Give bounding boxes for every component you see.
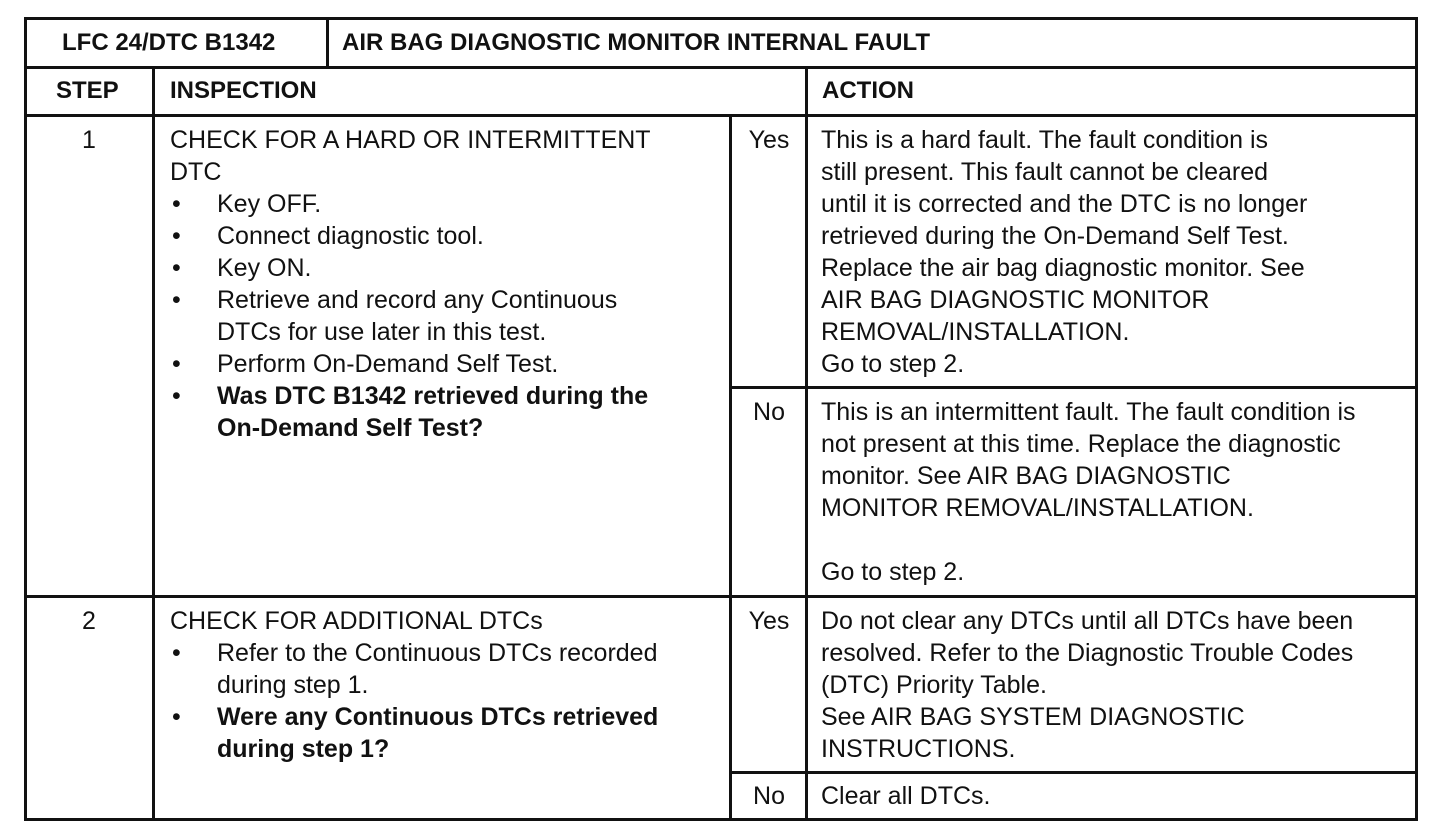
inspection-bullet-line: Key ON.	[217, 254, 312, 282]
action-line: until it is corrected and the DTC is no longer	[821, 190, 1308, 218]
inspection-bullet-line: Retrieve and record any Continuous	[217, 286, 618, 314]
inspection-bullet-line: during step 1.	[217, 671, 369, 699]
step-column-divider	[152, 66, 155, 821]
bullet-dot: •	[172, 286, 181, 314]
bullet-dot: •	[172, 222, 181, 250]
bullet-dot: •	[172, 350, 181, 378]
step-number: 1	[82, 126, 96, 154]
fault-title: AIR BAG DIAGNOSTIC MONITOR INTERNAL FAULT	[342, 29, 930, 56]
action-line: still present. This fault cannot be cleared	[821, 158, 1269, 186]
bullet-dot: •	[172, 639, 181, 667]
step-number: 2	[82, 607, 96, 635]
answer-column-divider	[729, 114, 732, 821]
action-line: See AIR BAG SYSTEM DIAGNOSTIC	[821, 703, 1245, 731]
header-row-bottom	[24, 114, 1418, 117]
bullet-dot: •	[172, 254, 181, 282]
action-line: (DTC) Priority Table.	[821, 671, 1047, 699]
title-divider	[326, 17, 329, 67]
action-line: This is a hard fault. The fault condition is	[821, 126, 1268, 154]
fault-code: LFC 24/DTC B1342	[62, 29, 276, 56]
answer-no-label: No	[753, 398, 785, 426]
answer-yes-label: Yes	[748, 126, 790, 154]
inspection-bullet-line: Refer to the Continuous DTCs recorded	[217, 639, 658, 667]
inspection-heading-line: CHECK FOR A HARD OR INTERMITTENT	[170, 126, 651, 154]
action-line: MONITOR REMOVAL/INSTALLATION.	[821, 494, 1254, 522]
action-line: monitor. See AIR BAG DIAGNOSTIC	[821, 462, 1231, 490]
inspection-question-line: during step 1?	[217, 735, 390, 763]
action-line: INSTRUCTIONS.	[821, 735, 1016, 763]
step-divider	[24, 595, 1418, 598]
action-line: not present at this time. Replace the diagnostic	[821, 430, 1341, 458]
inspection-heading-line: CHECK FOR ADDITIONAL DTCs	[170, 607, 543, 635]
action-line: AIR BAG DIAGNOSTIC MONITOR	[821, 286, 1210, 314]
inspection-bullet-line: DTCs for use later in this test.	[217, 318, 547, 346]
action-line: Go to step 2.	[821, 350, 965, 378]
bullet-dot: •	[172, 703, 181, 731]
inspection-question-line: On-Demand Self Test?	[217, 414, 484, 442]
action-column-header: ACTION	[822, 77, 914, 104]
action-line: resolved. Refer to the Diagnostic Trouble Codes	[821, 639, 1354, 667]
action-line: Clear all DTCs.	[821, 782, 991, 810]
bullet-dot: •	[172, 190, 181, 218]
step-column-header: STEP	[56, 77, 119, 104]
inspection-heading-line: DTC	[170, 158, 222, 186]
inspection-bullet-line: Connect diagnostic tool.	[217, 222, 484, 250]
action-line: Do not clear any DTCs until all DTCs have been	[821, 607, 1354, 635]
answer-yes-label: Yes	[748, 607, 790, 635]
action-line: Replace the air bag diagnostic monitor. See	[821, 254, 1305, 282]
action-line: This is an intermittent fault. The fault condition is	[821, 398, 1356, 426]
inspection-question-line: Was DTC B1342 retrieved during the	[217, 382, 649, 410]
inspection-bullet-line: Perform On-Demand Self Test.	[217, 350, 559, 378]
action-line: Go to step 2.	[821, 558, 965, 586]
step2-answer-divider	[729, 771, 1418, 774]
action-line: REMOVAL/INSTALLATION.	[821, 318, 1130, 346]
step1-answer-divider	[729, 386, 1418, 389]
title-row-bottom	[24, 66, 1418, 69]
table-border-top	[24, 17, 1418, 20]
inspection-column-header: INSPECTION	[170, 77, 317, 104]
table-border-right	[1415, 17, 1418, 821]
bullet-dot: •	[172, 382, 181, 410]
action-line: retrieved during the On-Demand Self Test.	[821, 222, 1289, 250]
action-column-divider	[805, 66, 808, 821]
inspection-question-line: Were any Continuous DTCs retrieved	[217, 703, 659, 731]
inspection-bullet-line: Key OFF.	[217, 190, 322, 218]
table-border-bottom	[24, 818, 1418, 821]
answer-no-label: No	[753, 782, 785, 810]
